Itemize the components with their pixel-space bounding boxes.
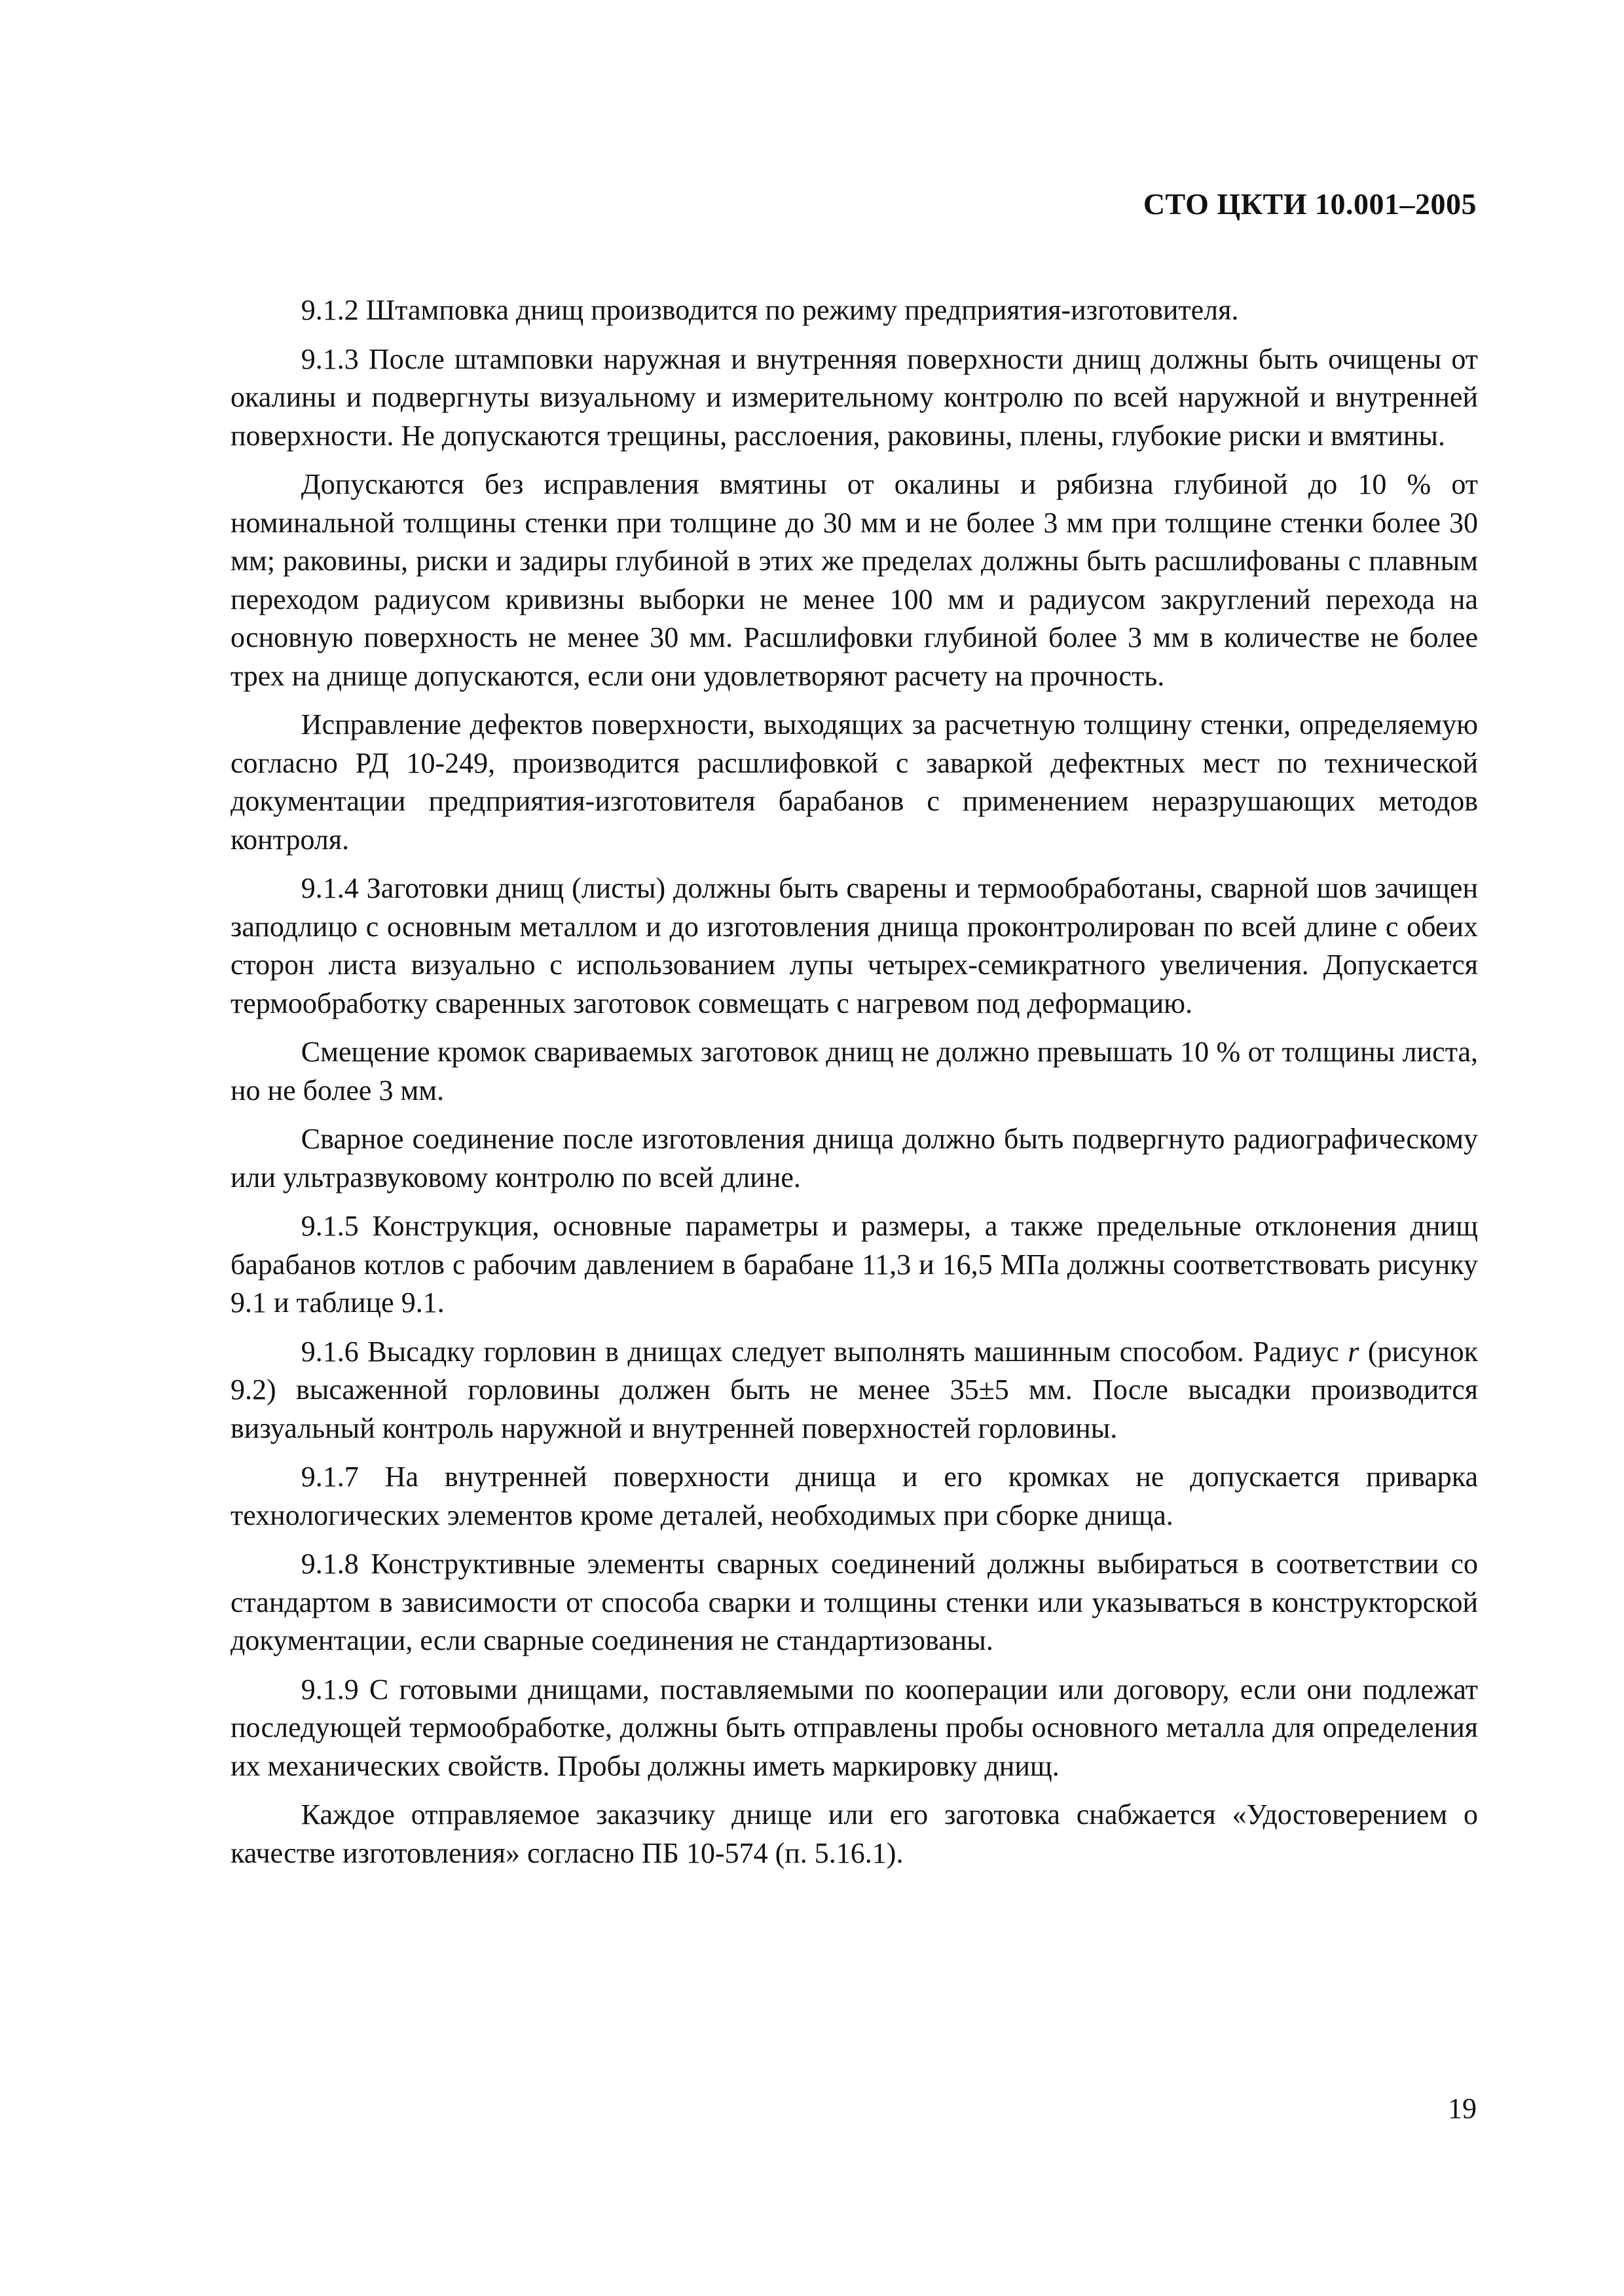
paragraph-defect-repair: Исправление дефектов поверхности, выходящих за расчетную толщину стенки, определяемую согласно РД 10-249, производится расшлифовкой с заваркой дефектных мест по технической документации предприятия-изготовителя барабанов с применением неразрушающих методов контроля. — [231, 708, 1478, 856]
paragraph-weld-inspection: Сварное соединение после изготовления днища должно быть подвергнуто радиографическому или ультразвуковому контролю по всей длине. — [231, 1123, 1478, 1194]
paragraph-9-1-8: 9.1.8 Конструктивные элементы сварных соединений должны выбираться в соответствии со стандартом в зависимости от способа сварки и толщины стенки или указываться в конструкторской документации, если сварные соединения не стандартизованы. — [231, 1548, 1478, 1656]
page-number: 19 — [1448, 2092, 1477, 2124]
paragraph-9-1-9: 9.1.9 С готовыми днищами, поставляемыми по кооперации или договору, если они подлежат последующей термообработке, должны быть отправлены пробы основного металла для определения их механических свойств. Пробы должны иметь маркировку днищ. — [231, 1673, 1478, 1782]
paragraph-dent-tolerance: Допускаются без исправления вмятины от окалины и рябизна глубиной до 10 % от номинальной толщины стенки при толщине до 30 мм и не более 3 мм при толщине стенки более 30 мм; раковины, риски и задиры глубиной в этих же пределах должны быть расшлифованы с плавным переходом радиусом кривизны выборки не менее 100 мм и радиусом закруглений перехода на основную поверхность не менее 30 мм. Расшлифовки глубиной более 3 мм в количестве не более трех на днище допускаются, если они удовлетворяют расчету на прочность. — [231, 468, 1478, 692]
paragraph-9-1-2: 9.1.2 Штамповка днищ производится по режиму предприятия-изготовителя. — [301, 294, 1239, 326]
paragraph-9-1-4: 9.1.4 Заготовки днищ (листы) должны быть сварены и термообработаны, сварной шов зачищен заподлицо с основным металлом и до изготовления днища проконтролирован по всей длине с обеих сторон листа визуально с использованием лупы четырех-семикратного увеличения. Допускается термообработку сваренных заготовок совмещать с нагревом под деформацию. — [231, 872, 1478, 1019]
paragraph-9-1-6: 9.1.6 Высадку горловин в днищах следует выполнять машинным способом. Радиус r (рисунок 9.2) высаженной горловины должен быть не менее 35±5 мм. После высадки производится визуальный контроль наружной и внутренней поверхностей горловины. — [231, 1335, 1478, 1444]
paragraph-9-1-3: 9.1.3 После штамповки наружная и внутренняя поверхности днищ должны быть очищены от окалины и подвергнуты визуальному и измерительному контролю по всей наружной и внутренней поверхности. Не допускаются трещины, расслоения, раковины, плены, глубокие риски и вмятины. — [231, 342, 1478, 452]
radius-symbol: r — [1348, 1335, 1359, 1368]
paragraph-9-1-5: 9.1.5 Конструкция, основные параметры и размеры, а также предельные отклонения днищ барабанов котлов с рабочим давлением в барабане 11,3 и 16,5 МПа должны соответствовать рисунку 9.1 и таблице 9.1. — [231, 1210, 1478, 1319]
paragraph-quality-certificate: Каждое отправляемое заказчику днище или его заготовка снабжается «Удостоверением о качестве изготовления» согласно ПБ 10-574 (п. 5.16.1). — [231, 1798, 1478, 1869]
document-code-header: СТО ЦКТИ 10.001–2005 — [1143, 187, 1477, 221]
paragraph-edge-offset: Смещение кромок свариваемых заготовок днищ не должно превышать 10 % от толщины листа, но не более 3 мм. — [231, 1036, 1478, 1106]
document-body — [231, 291, 1478, 1883]
paragraph-9-1-7: 9.1.7 На внутренней поверхности днища и его кромках не допускается приварка технологических элементов кроме деталей, необходимых при сборке днища. — [231, 1461, 1478, 1531]
